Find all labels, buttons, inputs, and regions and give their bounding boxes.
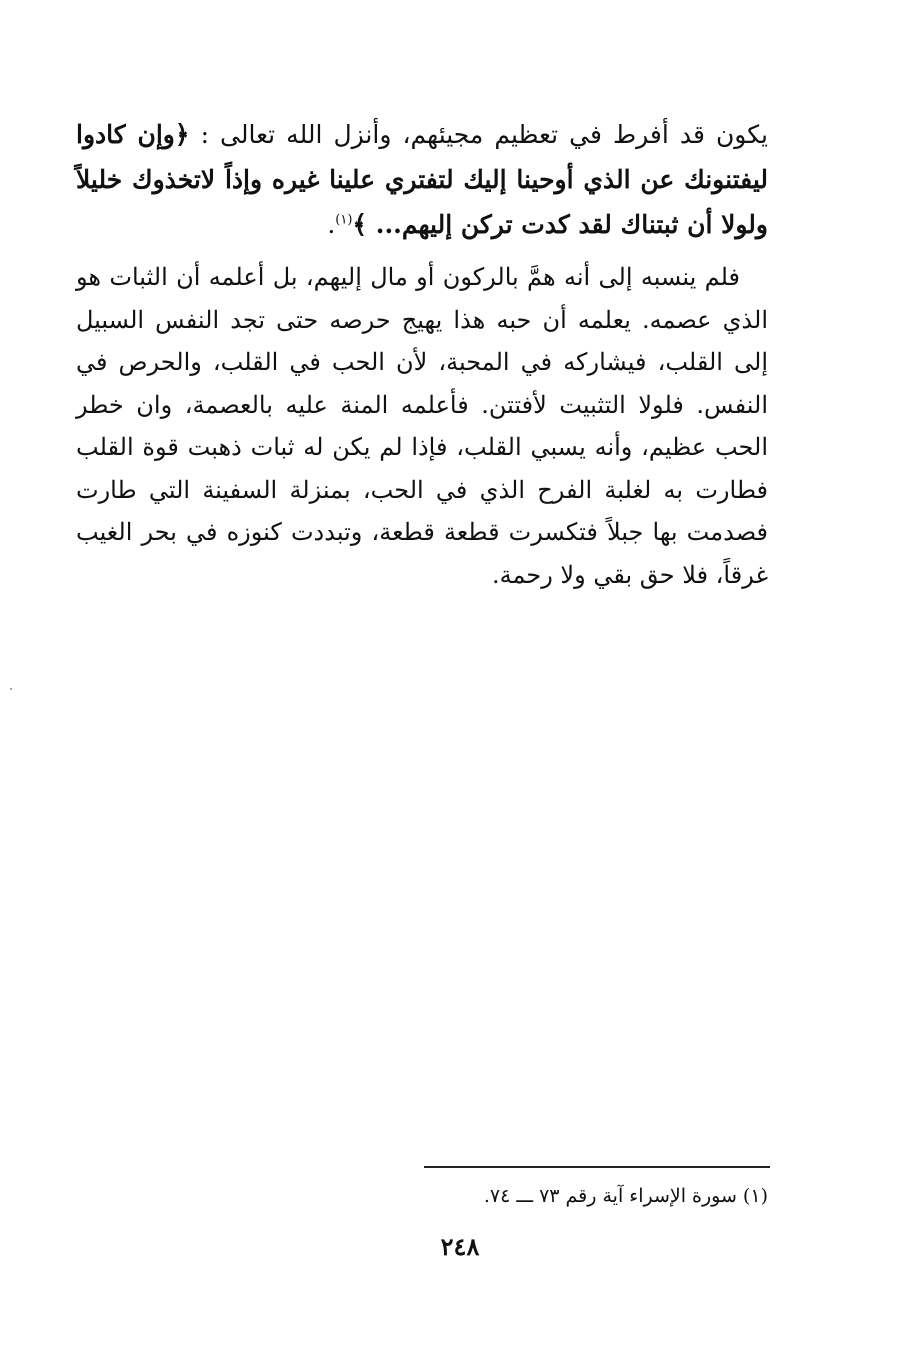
quran-verse: ﴿وإن كادوا ليفتنونك عن الذي أوحينا إليك لتفتري علينا غيره وإذاً لاتخذوك خليلاً ولولا أن ثبتناك لقد كدت تركن إليهم... ﴾ <box>76 120 768 239</box>
paragraph-2: فلم ينسبه إلى أنه همَّ بالركون أو مال إليهم، بل أعلمه أن الثبات هو الذي عصمه. يعلمه أن حبه هذا يهيج حرصه حتى تجد النفس السبيل إلى القلب، فيشاركه في المحبة، لأن الحب في القلب، والحرص في النفس. فلولا التثبيت لأفتتن. فأعلمه المنة عليه بالعصمة، وان خطر الحب عظيم، وأنه يسبي القلب، فإذا لم يكن له ثبات ذهبت قوة القلب فطارت به لغلبة الفرح الذي في الحب، بمنزلة السفينة التي طارت فصدمت بها جبلاً فتكسرت قطعة قطعة، وتبددت كنوزه في بحر الغيب غرقاً، فلا حق بقي ولا رحمة. <box>76 263 769 589</box>
scan-speck <box>10 688 12 690</box>
footnote-marker: (١) <box>335 212 353 228</box>
footnote-1: (١) سورة الإسراء آية رقم ٧٣ ـــ ٧٤. <box>483 1185 768 1207</box>
footnote-separator <box>424 1166 770 1168</box>
paragraph-1 <box>76 112 768 247</box>
paragraph-1-intro: يكون قد أفرط في تعظيم مجيئهم، وأنزل الله تعالى : <box>189 120 768 149</box>
paragraph-1-end: . <box>327 210 336 239</box>
page-number: ٢٤٨ <box>440 1232 480 1261</box>
